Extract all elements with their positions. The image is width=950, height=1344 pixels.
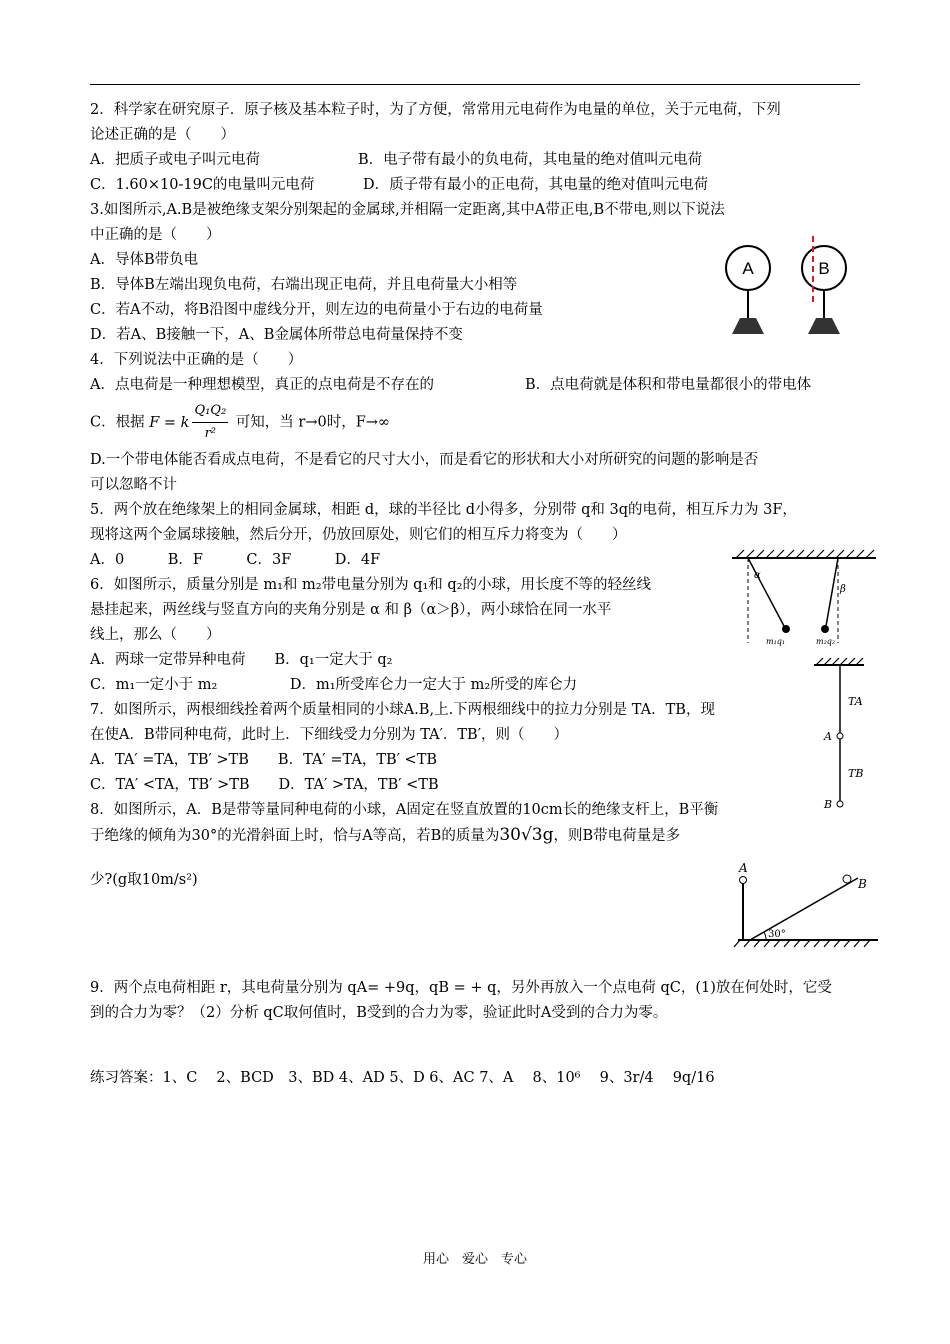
incline xyxy=(750,878,858,940)
page-footer: 用心 爱心 专心 xyxy=(422,1252,527,1267)
q3-figure xyxy=(720,232,860,342)
ground-hatching xyxy=(734,940,870,947)
q2-option-c: C．1.60×10-19C的电量叫元电荷 xyxy=(90,177,315,193)
q6-stem-line1: 6．如图所示，质量分别是 m₁和 m₂带电量分别为 q₁和 q₂的小球，用长度不等的轻丝线 xyxy=(90,577,651,593)
base-a xyxy=(732,318,764,334)
q7-stem-line2: 在使A．B带同种电荷，此时上．下细线受力分别为 TA′．TB′，则（ ） xyxy=(90,727,568,743)
ball-b xyxy=(837,801,843,807)
answer-key: 练习答案：1、C 2、BCD 3、BD 4、AD 5、D 6、AC 7、A 8、10⁶ 9、3r/4 9q/16 xyxy=(90,1070,715,1086)
ball-m1 xyxy=(782,625,790,633)
q7-options-cd: C．TA′ <TA，TB′ >TB D．TA′ >TA，TB′ <TB xyxy=(90,777,439,793)
q8-stem-line2 xyxy=(90,825,680,846)
header-rule xyxy=(90,84,860,85)
label-m1q1: m₁q₁ xyxy=(766,637,786,646)
q3-stem-line1: 3.如图所示,A.B是被绝缘支架分别架起的金属球,并相隔一定距离,其中A带正电,B不带电,则以下说法 xyxy=(90,202,725,218)
q4-option-d-line2: 可以忽略不计 xyxy=(90,477,177,493)
coulomb-numerator: Q₁Q₂ xyxy=(192,400,228,423)
thread-left xyxy=(748,558,784,626)
angle-alpha: α xyxy=(754,570,761,581)
q6-options-cd: C．m₁一定小于 m₂ D．m₁所受库仑力一定大于 m₂所受的库仑力 xyxy=(90,677,578,693)
q3-option-c: C．若A不动，将B沿图中虚线分开，则左边的电荷量小于右边的电荷量 xyxy=(90,302,543,318)
q5-stem-line2: 现将这两个金属球接触，然后分开，仍放回原处，则它们的相互斥力将变为（ ） xyxy=(90,527,627,543)
angle-arc xyxy=(764,932,766,940)
ball-m2 xyxy=(821,625,829,633)
q6-options-ab: A．两球一定带异种电荷 B．q₁一定大于 q₂ xyxy=(90,652,393,668)
q8-label-a: A xyxy=(739,861,748,875)
q4-option-c-prefix: C．根据 xyxy=(90,414,145,431)
q8-stem-line1: 8．如图所示，A．B是带等量同种电荷的小球，A固定在竖直放置的10cm长的绝缘支杆上，B平衡 xyxy=(90,802,719,818)
ceiling-hatching xyxy=(736,550,874,558)
q4-option-c xyxy=(90,400,390,445)
label-ta: TA xyxy=(848,695,863,708)
ball-a-q8 xyxy=(740,877,747,884)
q8-stem-line2-suffix: ，则B带电荷量是多 xyxy=(553,828,681,844)
q5-options: A．0 B．F C．3F D．4F xyxy=(90,552,381,568)
q7-stem-line1: 7．如图所示，两根细线拴着两个质量相同的小球A.B,上.下两根细线中的拉力分别是 TA．TB，现 xyxy=(90,702,715,718)
q2-option-a: A．把质子或电子叫元电荷 xyxy=(90,152,260,168)
coulomb-denominator: r² xyxy=(204,426,217,441)
sphere-a-label: A xyxy=(742,259,754,278)
q4-stem: 4．下列说法中正确的是（ ） xyxy=(90,352,303,368)
q4-option-d-line1: D.一个带电体能否看成点电荷，不是看它的尺寸大小，而是看它的形状和大小对所研究的问题的影响是否 xyxy=(90,452,759,468)
label-a: A xyxy=(824,730,832,743)
q8-stem-line3: 少?(g取10m/s²) xyxy=(90,872,198,888)
q7-ceiling-hatching xyxy=(816,658,863,665)
q4-option-c-suffix: 可知，当 r→0时，F→∞ xyxy=(235,414,391,431)
label-tb: TB xyxy=(848,767,864,780)
q2-stem-line2: 论述正确的是（ ） xyxy=(90,127,235,143)
q8-stem-line2-prefix: 于绝缘的倾角为30°的光滑斜面上时，恰与A等高，若B的质量为 xyxy=(90,828,500,844)
q3-option-a: A．导体B带负电 xyxy=(90,252,199,268)
q7-options-ab: A．TA′ =TA，TB′ >TB B．TA′ =TA，TB′ <TB xyxy=(90,752,438,768)
label-m2q2: m₂q₂ xyxy=(816,637,836,646)
thread-right xyxy=(826,558,838,626)
q2-stem-line1: 2．科学家在研究原子．原子核及基本粒子时，为了方便，常常用元电荷作为电量的单位，关于元电荷，下列 xyxy=(90,102,781,118)
base-b xyxy=(808,318,840,334)
q4-option-a: A．点电荷是一种理想模型，真正的点电荷是不存在的 xyxy=(90,377,434,393)
q3-option-d: D．若A、B接触一下，A、B金属体所带总电荷量保持不变 xyxy=(90,327,463,343)
q7-figure xyxy=(810,655,870,815)
q8-angle-label: 30° xyxy=(768,929,786,940)
coulomb-fraction xyxy=(192,400,228,445)
q9-stem-line1: 9．两个点电荷相距 r，其电荷量分别为 qA= +9q，qB = + q，另外再放入一个点电荷 qC，(1)放在何处时，它受 xyxy=(90,980,832,996)
ball-a xyxy=(837,733,843,739)
q6-stem-line3: 线上，那么（ ） xyxy=(90,627,221,643)
q8-label-b: B xyxy=(858,877,867,891)
q2-option-b: B．电子带有最小的负电荷，其电量的绝对值叫元电荷 xyxy=(358,152,703,168)
q6-figure xyxy=(730,548,880,648)
q3-option-b: B．导体B左端出现负电荷，右端出现正电荷，并且电荷量大小相等 xyxy=(90,277,518,293)
q3-stem-line2: 中正确的是（ ） xyxy=(90,227,221,243)
coulomb-formula-lhs: F = k xyxy=(149,414,190,431)
label-b: B xyxy=(824,798,833,811)
angle-beta: β xyxy=(840,584,846,595)
q5-stem-line1: 5．两个放在绝缘架上的相同金属球，相距 d，球的半径比 d小得多，分别带 q和 3q的电荷，相互斥力为 3F， xyxy=(90,502,797,518)
q4-option-b: B．点电荷就是体积和带电量都很小的带电体 xyxy=(525,377,812,393)
ball-b-q8 xyxy=(843,875,851,883)
q8-figure xyxy=(730,858,880,948)
q9-stem-line2: 到的合力为零？（2）分析 qC取何值时，B受到的合力为零，验证此时A受到的合力为零。 xyxy=(90,1005,668,1021)
q2-option-d: D．质子带有最小的正电荷，其电量的绝对值叫元电荷 xyxy=(363,177,709,193)
q6-stem-line2: 悬挂起来，两丝线与竖直方向的夹角分别是 α 和 β（α＞β），两小球恰在同一水平 xyxy=(90,602,612,618)
sphere-b-label: B xyxy=(818,259,830,278)
q8-mass-value: 30√3g xyxy=(499,825,554,845)
